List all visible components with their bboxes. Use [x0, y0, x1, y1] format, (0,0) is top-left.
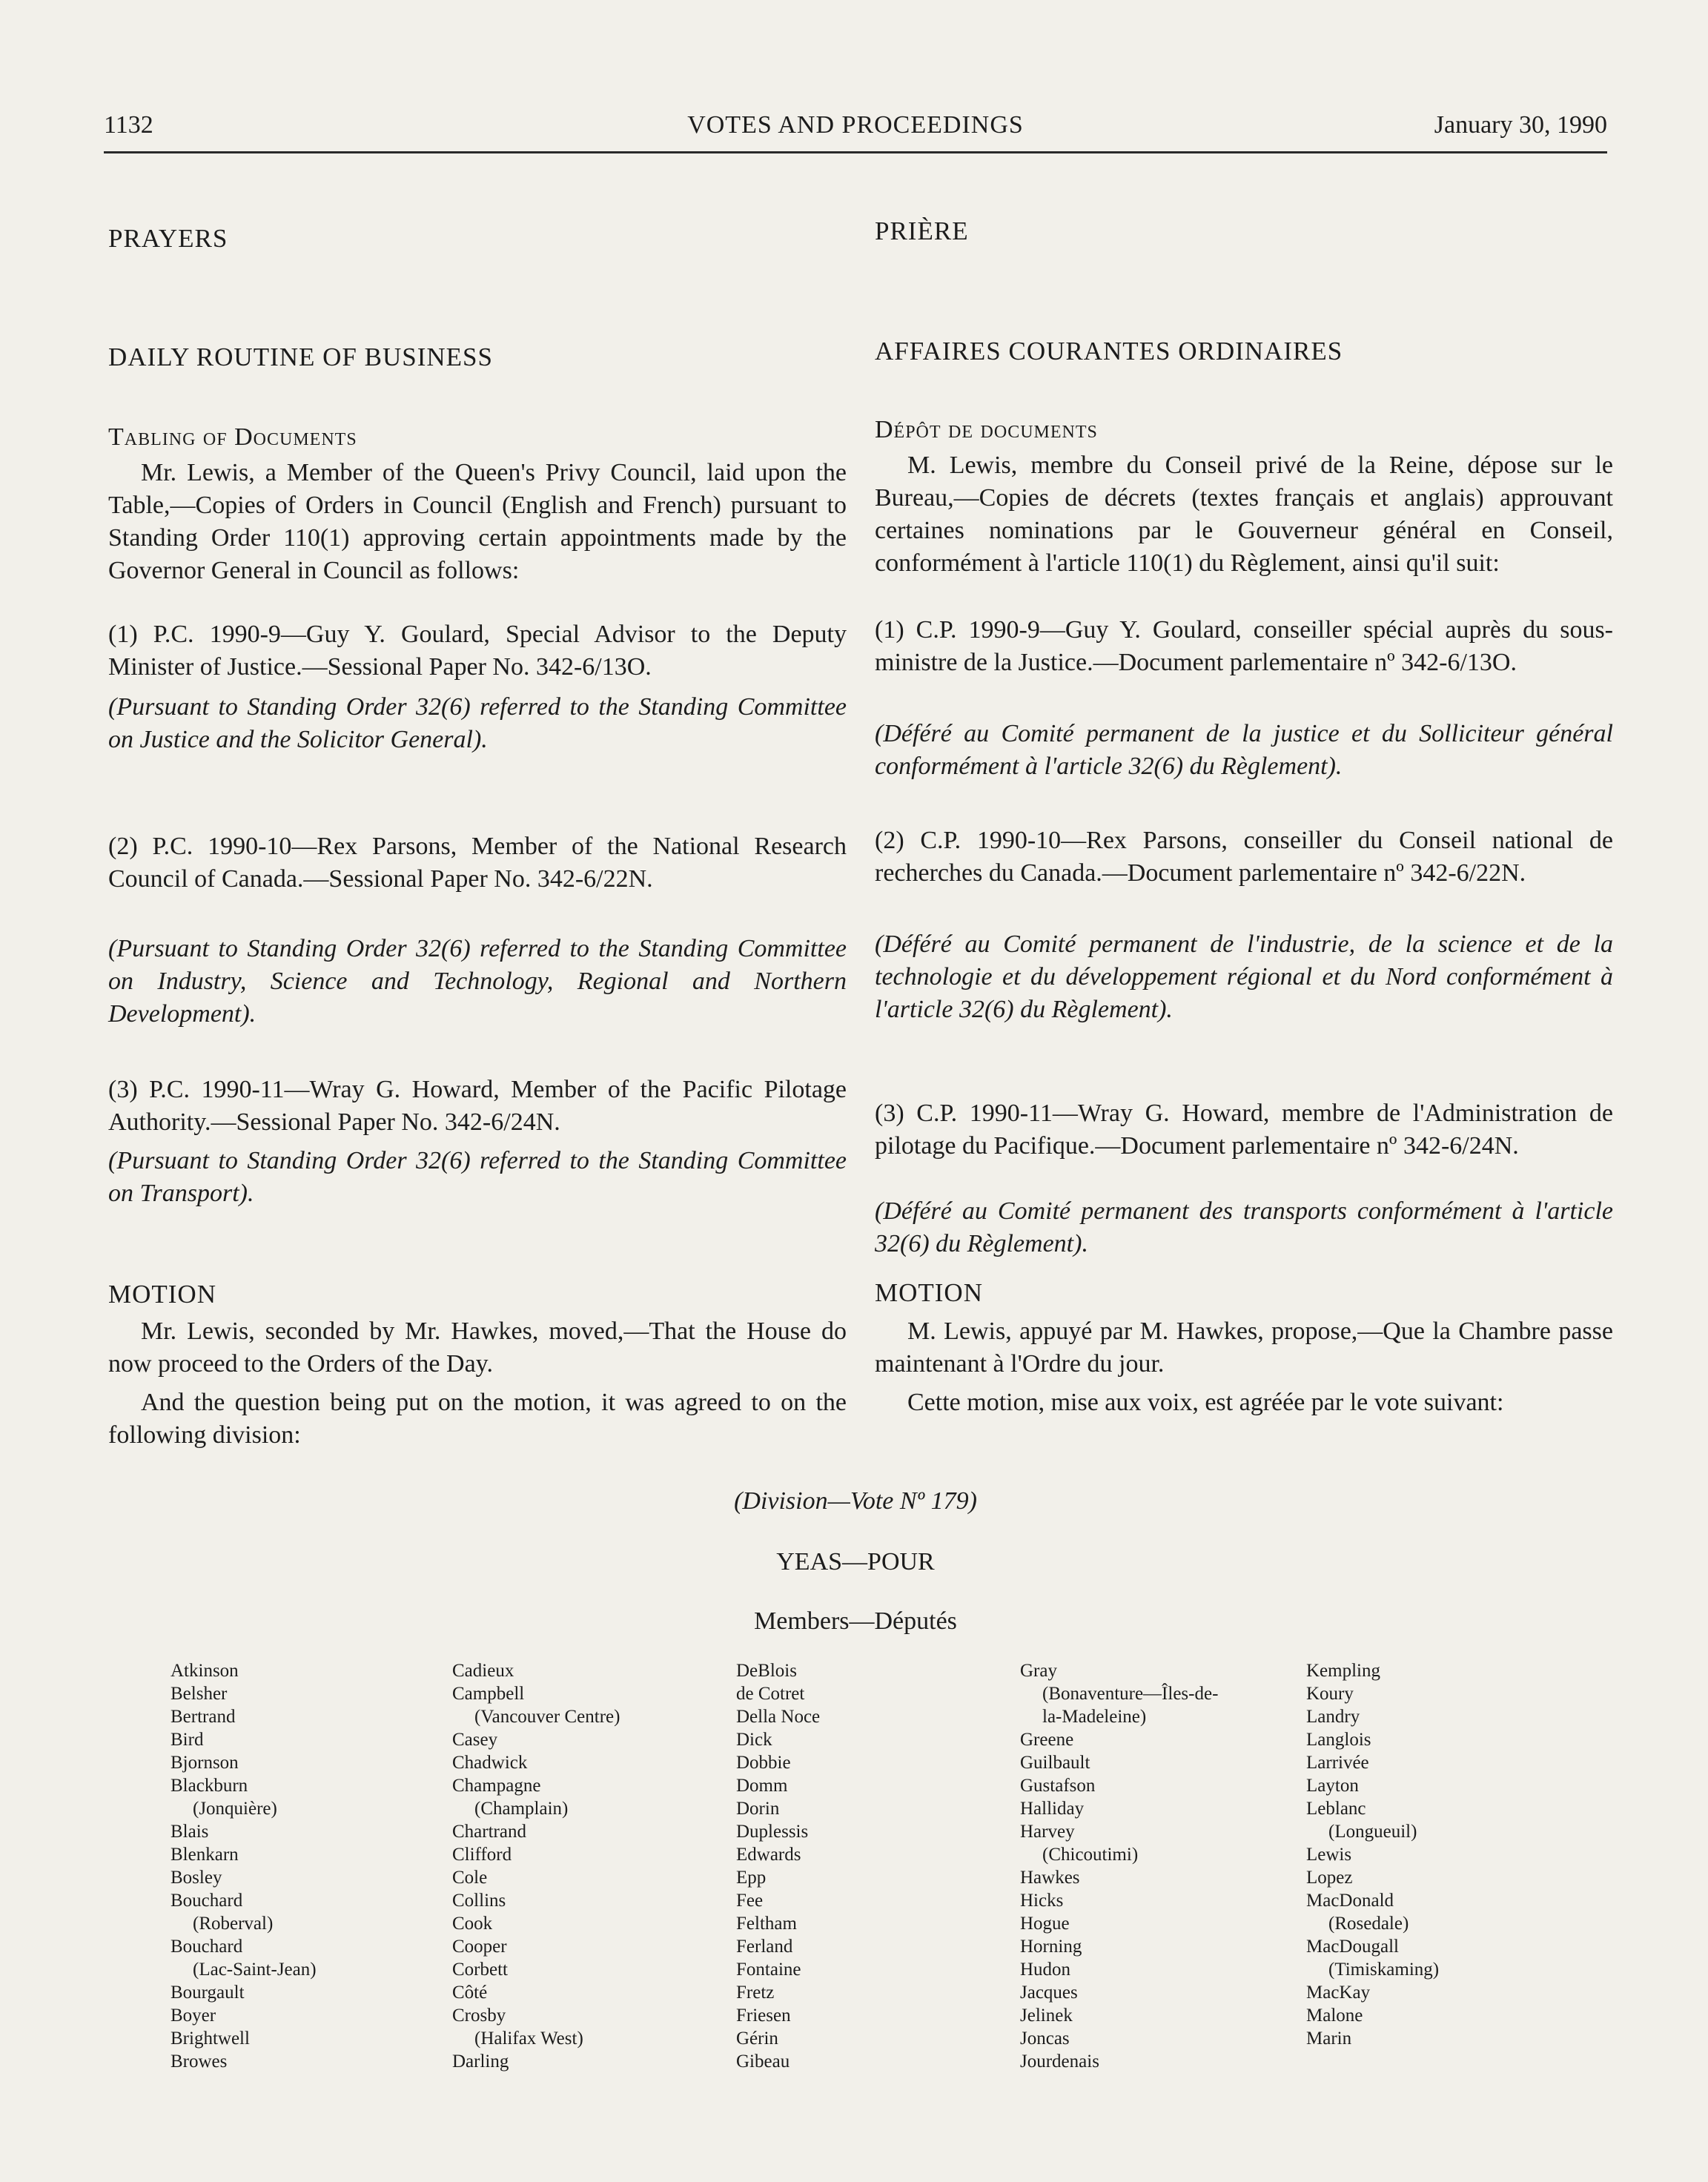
member-name: MacKay	[1306, 1983, 1371, 2003]
affaires-heading: AFFAIRES COURANTES ORDINAIRES	[875, 337, 1343, 366]
member-name: Feltham	[736, 1914, 797, 1934]
member-name: Langlois	[1306, 1730, 1371, 1750]
member-name: Clifford	[452, 1845, 512, 1865]
division-title: (Division—Vote Nº 179)	[734, 1487, 977, 1515]
member-name: Browes	[171, 2052, 228, 2072]
members-column-5	[1306, 1659, 1439, 2050]
running-title: VOTES AND PROCEEDINGS	[687, 111, 1024, 139]
members-column-1	[171, 1659, 317, 2073]
member-name: Leblanc	[1306, 1799, 1366, 1819]
member-name: DeBlois	[736, 1661, 797, 1681]
member-name: (Rosedale)	[1328, 1914, 1409, 1934]
member-name: Domm	[736, 1776, 788, 1796]
member-name: Blackburn	[171, 1776, 248, 1796]
item-2: (2) P.C. 1990-10—Rex Parsons, Member of the National Research Council of Canada.—Sessional Paper No. 342-6/22N.	[108, 833, 847, 893]
member-name: MacDougall	[1306, 1937, 1399, 1957]
member-name: Epp	[736, 1868, 767, 1888]
item-1-fr: (1) C.P. 1990-9—Guy Y. Goulard, conseiller spécial auprès du sous-ministre de la Justice.—Document parlementaire nº 342-6/13O.	[875, 616, 1613, 676]
page-number: 1132	[104, 111, 153, 139]
member-name: Horning	[1020, 1937, 1082, 1957]
member-name: Layton	[1306, 1776, 1359, 1796]
item-2-fr-referral: (Déféré au Comité permanent de l'industrie, de la science et de la technologie et du développement régional et du Nord conformément à l'article 32(6) du Règlement).	[875, 930, 1613, 1023]
motion-heading-fr: MOTION	[875, 1278, 983, 1307]
member-name: Cooper	[452, 1937, 507, 1957]
member-name: Cadieux	[452, 1661, 514, 1681]
members-column-3	[736, 1659, 820, 2073]
prayers-heading: PRAYERS	[108, 224, 228, 253]
member-name: MacDonald	[1306, 1891, 1394, 1911]
member-name: Hicks	[1020, 1891, 1064, 1911]
daily-routine-heading: DAILY ROUTINE OF BUSINESS	[108, 343, 493, 371]
item-3-fr-referral: (Déféré au Comité permanent des transports conformément à l'article 32(6) du Règlement).	[875, 1197, 1613, 1257]
member-name: Blais	[171, 1822, 209, 1842]
member-name: Dorin	[736, 1799, 780, 1819]
member-name: Gustafson	[1020, 1776, 1096, 1796]
member-name: (Roberval)	[193, 1914, 274, 1934]
member-name: Dick	[736, 1730, 772, 1750]
member-name: Bouchard	[171, 1937, 243, 1957]
priere-heading: PRIÈRE	[875, 216, 969, 245]
member-name: (Longueuil)	[1328, 1822, 1417, 1842]
member-name: Bouchard	[171, 1891, 243, 1911]
header-date: January 30, 1990	[1434, 111, 1607, 139]
member-name: Bjornson	[171, 1753, 239, 1773]
member-name: Fretz	[736, 1983, 775, 2003]
item-2-referral: (Pursuant to Standing Order 32(6) referred to the Standing Committee on Industry, Science and Technology, Regional and Northern Development).	[108, 935, 847, 1028]
member-name: Jelinek	[1020, 2006, 1073, 2026]
item-1-referral: (Pursuant to Standing Order 32(6) referred to the Standing Committee on Justice and the Solicitor General).	[108, 693, 847, 753]
member-name: Chadwick	[452, 1753, 528, 1773]
item-1-fr-referral: (Déféré au Comité permanent de la justice et du Solliciteur général conformément à l'article 32(6) du Règlement).	[875, 720, 1613, 780]
member-name: Jourdenais	[1020, 2052, 1099, 2072]
member-name: Larrivée	[1306, 1753, 1369, 1773]
member-name: Collins	[452, 1891, 506, 1911]
member-name: Landry	[1306, 1707, 1360, 1727]
member-name: Cole	[452, 1868, 488, 1888]
member-name: Halliday	[1020, 1799, 1085, 1819]
member-name: Marin	[1306, 2029, 1352, 2049]
member-name: la-Madeleine)	[1042, 1707, 1147, 1727]
member-name: de Cotret	[736, 1684, 805, 1704]
member-name: Bourgault	[171, 1983, 245, 2003]
member-name: (Halifax West)	[474, 2029, 583, 2049]
member-name: (Jonquière)	[193, 1799, 277, 1819]
motion-text: Mr. Lewis, seconded by Mr. Hawkes, moved,—That the House do now proceed to the Orders of the Day.	[108, 1318, 847, 1378]
member-name: Ferland	[736, 1937, 793, 1957]
member-name: Jacques	[1020, 1983, 1078, 2003]
member-name: Gray	[1020, 1661, 1057, 1681]
member-name: Dobbie	[736, 1753, 791, 1773]
tabling-intro: Mr. Lewis, a Member of the Queen's Privy Council, laid upon the Table,—Copies of Orders in Council (English and French) pursuant to Standing Order 110(1) approving certain appointments made by the Governor General in Council as follows:	[108, 459, 847, 584]
member-name: Guilbault	[1020, 1753, 1090, 1773]
member-name: Côté	[452, 1983, 488, 2003]
member-name: Duplessis	[736, 1822, 809, 1842]
member-name: Atkinson	[171, 1661, 239, 1681]
member-name: Greene	[1020, 1730, 1074, 1750]
member-name: Chartrand	[452, 1822, 526, 1842]
member-name: Boyer	[171, 2006, 216, 2026]
member-name: Hudon	[1020, 1960, 1071, 1980]
member-name: Harvey	[1020, 1822, 1075, 1842]
member-name: Della Noce	[736, 1707, 821, 1727]
member-name: Lewis	[1306, 1845, 1352, 1865]
member-name: (Lac-Saint-Jean)	[193, 1960, 317, 1980]
page-header	[104, 111, 1607, 153]
member-name: (Chicoutimi)	[1042, 1845, 1139, 1865]
tabling-heading: Tabling of Documents	[108, 423, 357, 451]
member-name: Champagne	[452, 1776, 541, 1796]
member-name: Hogue	[1020, 1914, 1070, 1934]
member-name: (Timiskaming)	[1328, 1960, 1440, 1980]
item-3-fr: (3) C.P. 1990-11—Wray G. Howard, membre de l'Administration de pilotage du Pacifique.—Document parlementaire nº 342-6/24N.	[875, 1100, 1613, 1160]
member-name: (Vancouver Centre)	[474, 1707, 620, 1727]
division-text-fr: Cette motion, mise aux voix, est agréée par le vote suivant:	[907, 1389, 1504, 1416]
member-name: Malone	[1306, 2006, 1363, 2026]
motion-heading: MOTION	[108, 1280, 216, 1309]
member-name: (Bonaventure—Îles-de-	[1042, 1684, 1219, 1704]
member-name: Koury	[1306, 1684, 1354, 1704]
member-name: Lopez	[1306, 1868, 1353, 1888]
division-text: And the question being put on the motion, it was agreed to on the following division:	[108, 1389, 847, 1449]
members-column-2	[452, 1659, 620, 2073]
member-name: Fontaine	[736, 1960, 801, 1980]
member-name: Bertrand	[171, 1707, 236, 1727]
member-name: Casey	[452, 1730, 498, 1750]
item-3-referral: (Pursuant to Standing Order 32(6) referred to the Standing Committee on Transport).	[108, 1147, 847, 1207]
members-column-4	[1020, 1659, 1218, 2073]
motion-text-fr: M. Lewis, appuyé par M. Hawkes, propose,—Que la Chambre passe maintenant à l'Ordre du jour.	[875, 1318, 1613, 1378]
member-name: Bird	[171, 1730, 204, 1750]
item-2-fr: (2) C.P. 1990-10—Rex Parsons, conseiller du Conseil national de recherches du Canada.—Document parlementaire nº 342-6/22N.	[875, 827, 1613, 887]
member-name: Friesen	[736, 2006, 791, 2026]
members-heading: Members—Députés	[754, 1607, 957, 1635]
member-name: Hawkes	[1020, 1868, 1080, 1888]
item-1: (1) P.C. 1990-9—Guy Y. Goulard, Special Advisor to the Deputy Minister of Justice.—Sessional Paper No. 342-6/13O.	[108, 621, 847, 681]
member-name: Fee	[736, 1891, 764, 1911]
member-name: Bosley	[171, 1868, 222, 1888]
member-name: Campbell	[452, 1684, 525, 1704]
member-name: Blenkarn	[171, 1845, 239, 1865]
member-name: Belsher	[171, 1684, 228, 1704]
member-name: Corbett	[452, 1960, 508, 1980]
member-name: Kempling	[1306, 1661, 1380, 1681]
member-name: Edwards	[736, 1845, 801, 1865]
member-name: (Champlain)	[474, 1799, 569, 1819]
member-name: Gibeau	[736, 2052, 790, 2072]
depot-heading: Dépôt de documents	[875, 416, 1098, 443]
header-rule	[104, 151, 1607, 153]
member-name: Darling	[452, 2052, 509, 2072]
member-name: Brightwell	[171, 2029, 250, 2049]
item-3: (3) P.C. 1990-11—Wray G. Howard, Member of the Pacific Pilotage Authority.—Sessional Paper No. 342-6/24N.	[108, 1076, 847, 1136]
depot-intro: M. Lewis, membre du Conseil privé de la Reine, dépose sur le Bureau,—Copies de décrets (textes français et anglais) approuvant certaines nominations par le Gouverneur général en Conseil, conformément à l'article 110(1) du Règlement, ainsi qu'il suit:	[875, 452, 1613, 577]
member-name: Crosby	[452, 2006, 506, 2026]
member-name: Cook	[452, 1914, 493, 1934]
yeas-heading: YEAS—POUR	[776, 1548, 935, 1576]
member-name: Joncas	[1020, 2029, 1070, 2049]
member-name: Gérin	[736, 2029, 778, 2049]
